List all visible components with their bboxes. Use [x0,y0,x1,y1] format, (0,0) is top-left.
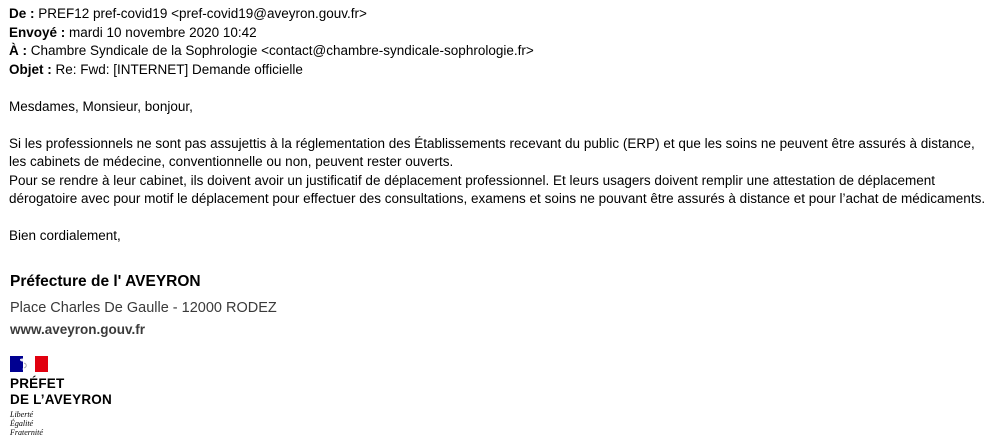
signature-website-link[interactable]: www.aveyron.gouv.fr [10,322,146,337]
motto-fraternite: Fraternité [10,428,43,437]
motto [10,410,112,437]
signature-name: Préfecture de l' AVEYRON [10,273,201,290]
subject-label: Objet : [9,61,52,77]
from-label: De : [9,6,35,21]
sent-value: mardi 10 novembre 2020 10:42 [65,24,257,40]
prefet-logo [10,356,112,437]
spacer [9,116,993,135]
motto-liberte: Liberté [10,410,34,419]
signature-address: Place Charles De Gaulle - 12000 RODEZ [10,300,277,316]
body-paragraph-1: Si les professionnels ne sont pas assujettis à la réglementation des Établissements recevant du public (ERP) et que les soins ne peuvent être assurés à distance, les cabinets de médecine, conventionnelle ou non, peuvent rester ouverts. [9,135,975,169]
logo-line-2: DE L’AVEYRON [10,392,112,407]
signature-block [10,272,277,339]
motto-egalite: Égalité [10,419,34,428]
header-from [9,5,993,24]
email-message [9,5,993,246]
to-value: Chambre Syndicale de la Sophrologie <contact@chambre-syndicale-sophrologie.fr> [27,43,534,58]
marianne-flag-icon [10,356,48,372]
greeting: Mesdames, Monsieur, bonjour, [9,98,193,114]
to-label: À : [9,43,27,58]
spacer [9,79,993,98]
subject-value: Re: Fwd: [INTERNET] Demande officielle [51,61,303,77]
body-paragraph-2: Pour se rendre à leur cabinet, ils doivent avoir un justificatif de déplacement professionnel. Et leurs usagers doivent remplir une attestation de déplacement dérogatoire avec pour motif le déplacement pour effectuer des consultations, examens et soins ne pouvant être assurés à distance et pour l’achat de médicaments. [9,172,986,206]
logo-line-1: PRÉFET [10,376,65,391]
sent-label: Envoyé : [9,24,66,40]
closing: Bien cordialement, [9,228,121,243]
header-to [9,42,993,61]
spacer [9,209,993,228]
header-subject [9,61,993,80]
header-sent [9,24,993,43]
from-value: PREF12 pref-covid19 <pref-covid19@aveyron.gouv.fr> [34,6,367,21]
